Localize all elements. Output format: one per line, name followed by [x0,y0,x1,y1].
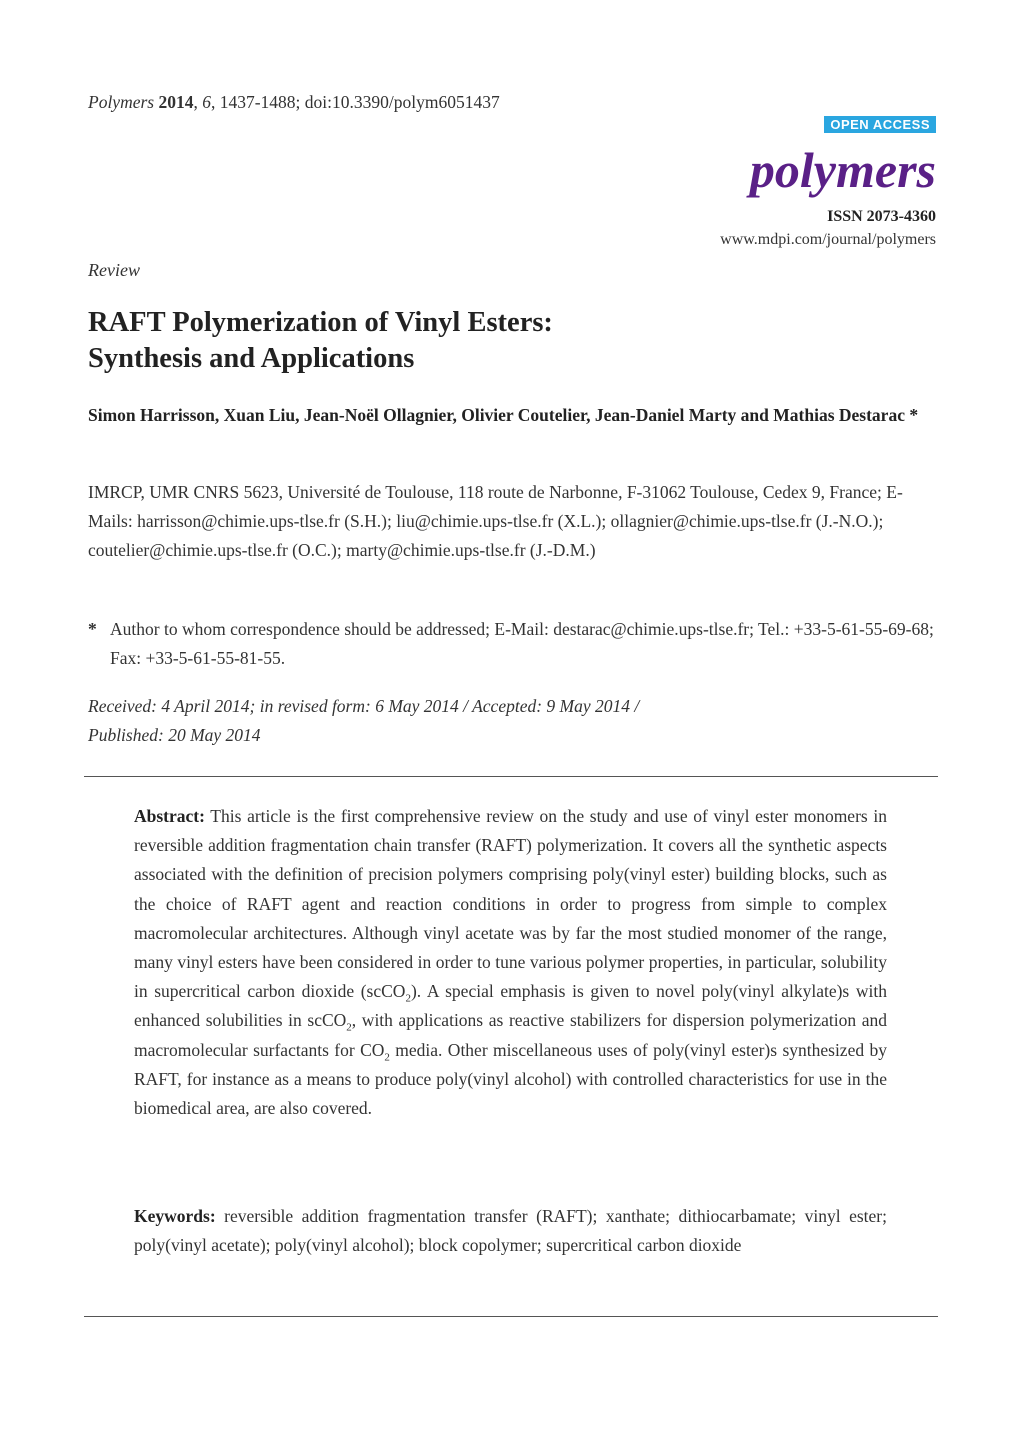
journal-logo: polymers [749,142,936,198]
title-line-2: Synthesis and Applications [88,343,415,374]
publication-dates [88,692,938,750]
citation-pages-doi: , 1437-1488; doi:10.3390/polym6051437 [210,92,500,112]
journal-url[interactable]: www.mdpi.com/journal/polymers [720,231,936,248]
citation-year: 2014 [158,92,194,112]
abstract-text-c: , with applications as reactive stabilizers for dispersion polymerization and macromolecular surfactants for CO [134,1010,888,1060]
abstract-text-a: This article is the first comprehensive review on the study and use of vinyl ester monomers in reversible addition fragmentation chain transfer (RAFT) polymerization. It covers all the synthetic aspects associated with the definition of precision polymers comprising poly(vinyl ester) building blocks, such as the choice of RAFT agent and reaction conditions in order to progress from simple to complex macromolecular architectures. Although vinyl acetate was by far the most studied monomer of the range, many vinyl esters have been considered in order to tune various polymer properties, in particular, solubility in supercritical carbon dioxide (scCO [134,806,887,1002]
article-title [88,305,928,377]
correspondence-star: * [88,619,97,639]
correspondence-text: Author to whom correspondence should be addressed; E-Mail: destarac@chimie.ups-tlse.fr; Tel.: +33-5-61-55-69-68; Fax: +33-5-61-55-81-55. [110,619,934,668]
article-type: Review [88,260,140,280]
issn: ISSN 2073-4360 [827,208,936,225]
abstract-sub-1: 2 [405,992,411,1005]
title-line-1: RAFT Polymerization of Vinyl Esters: [88,307,553,338]
keywords-text: reversible addition fragmentation transfer (RAFT); xanthate; dithiocarbamate; vinyl ester; poly(vinyl acetate); poly(vinyl alcohol); block copolymer; supercritical carbon dioxide [134,1206,887,1256]
abstract-label: Abstract: [134,806,205,826]
bottom-divider [84,1316,938,1317]
dates-line-2: Published: 20 May 2014 [88,725,261,745]
abstract-sub-3: 2 [384,1051,390,1064]
keywords-label: Keywords: [134,1206,216,1226]
correspondence-note [88,615,938,673]
affiliation: IMRCP, UMR CNRS 5623, Université de Toulouse, 118 route de Narbonne, F-31062 Toulouse, Cedex 9, France; E-Mails: harrisson@chimie.ups-tlse.fr (S.H.); liu@chimie.ups-tlse.fr (X.L.); ollagnier@chimie.ups-tlse.fr (J.-N.O.); coutelier@chimie.ups-tlse.fr (O.C.); marty@chimie.ups-tlse.fr (J.-D.M.) [88,482,903,560]
citation-line: Polymers 2014, 6, 1437-1488; doi:10.3390/polym6051437 [88,92,500,112]
open-access-badge: OPEN ACCESS [824,116,936,133]
citation-volume: 6 [202,92,211,112]
abstract-text-d: media. Other miscellaneous uses of poly(vinyl ester)s synthesized by RAFT, for instance as a means to produce poly(vinyl alcohol) with controlled characteristics for use in the biomedical area, are also covered. [134,1039,887,1119]
author-list: Simon Harrisson, Xuan Liu, Jean-Noël Ollagnier, Olivier Coutelier, Jean-Daniel Marty and Mathias Destarac * [88,405,919,425]
citation-journal: Polymers [88,92,155,112]
dates-line-1: Received: 4 April 2014; in revised form: 6 May 2014 / Accepted: 9 May 2014 / [88,696,640,716]
keywords [134,1202,887,1260]
abstract-text-b: ). A special emphasis is given to novel poly(vinyl alkylate)s with enhanced solubilities in scCO [134,981,887,1031]
abstract [134,802,887,1123]
top-divider [84,776,938,777]
abstract-sub-2: 2 [346,1021,352,1034]
